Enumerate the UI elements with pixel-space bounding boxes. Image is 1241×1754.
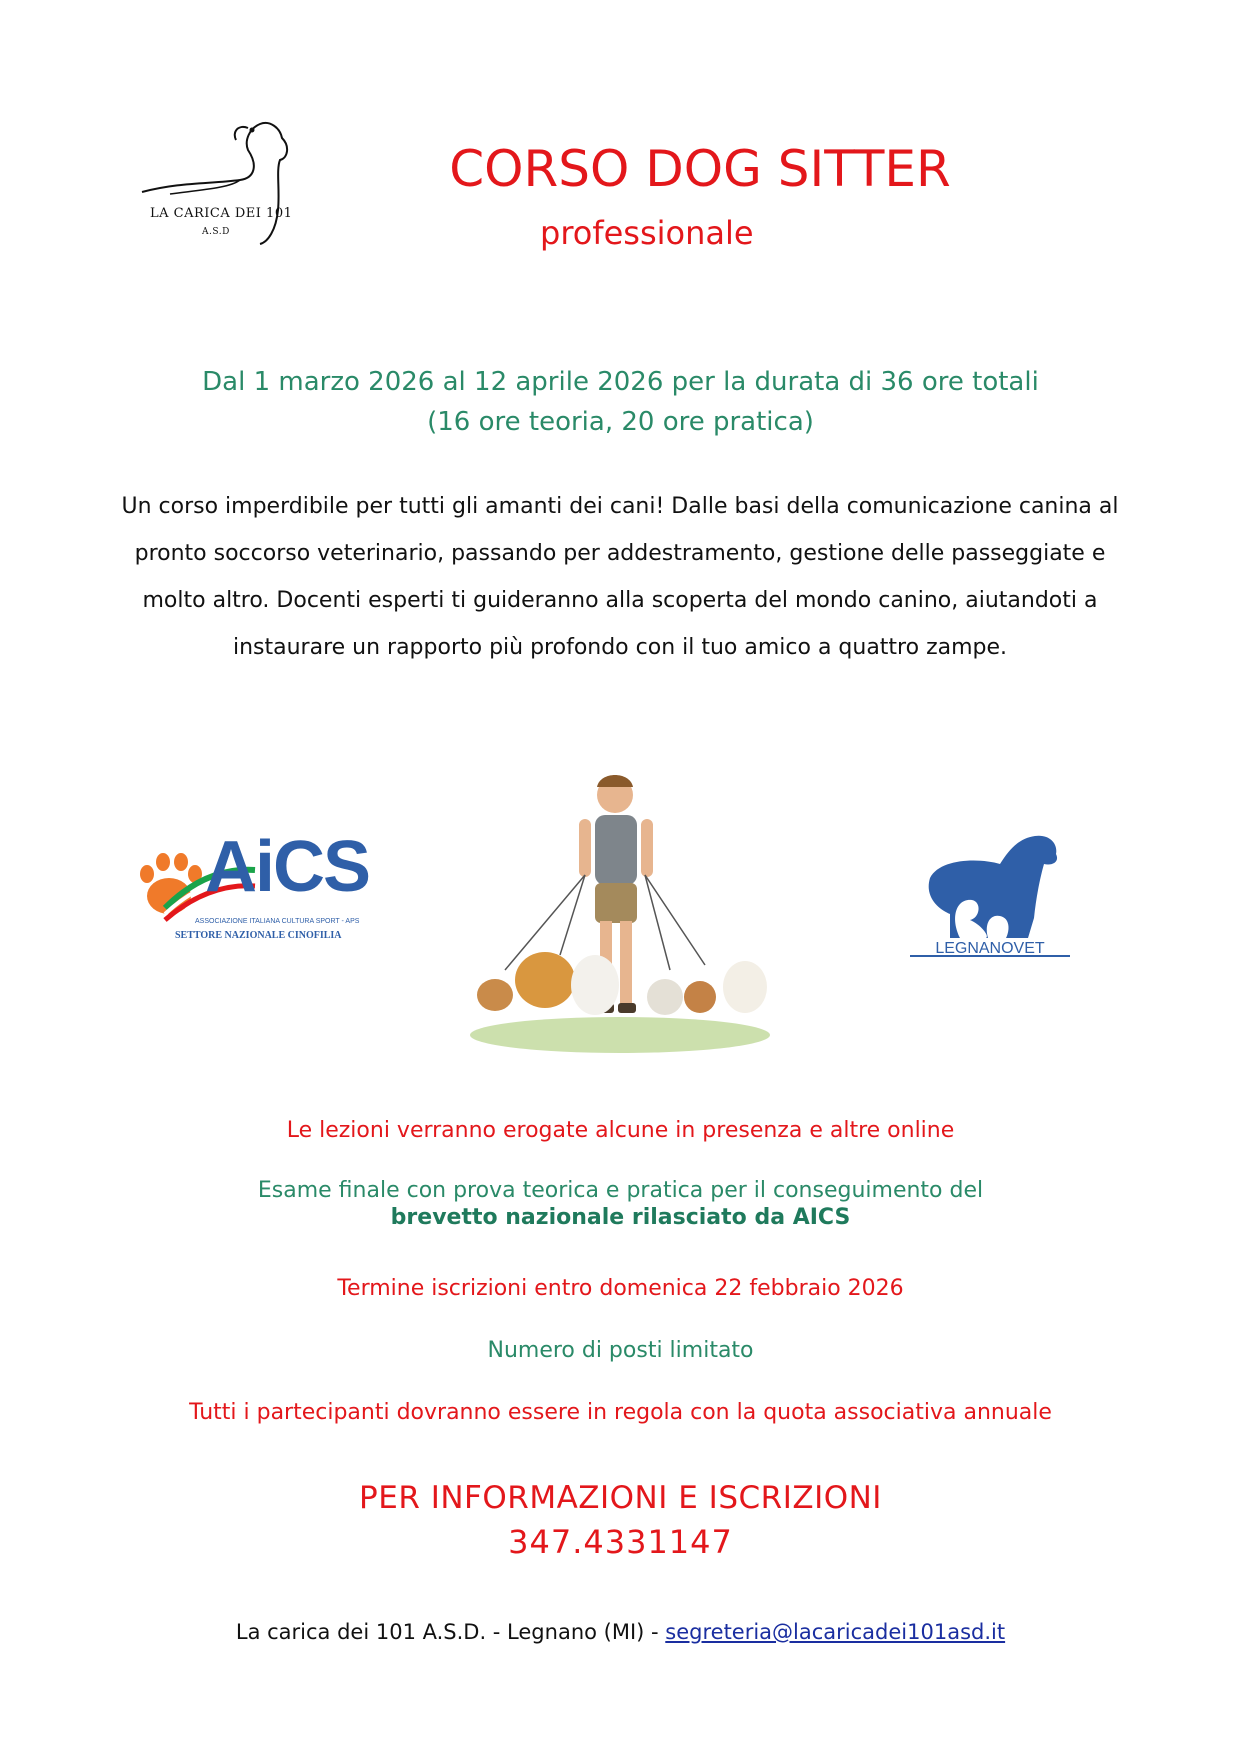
dates-line-1: Dal 1 marzo 2026 al 12 aprile 2026 per la durata di 36 ore totali — [202, 367, 1039, 397]
dog-walker-illustration — [455, 735, 785, 1060]
footer-text: La carica dei 101 A.S.D. - Legnano (MI) - — [235, 1620, 666, 1644]
aics-logo — [135, 827, 375, 958]
course-intro: Un corso imperdibile per tutti gli amanti dei cani! Dalle basi della comunicazione canina al pronto soccorso veterinario, passando per addestramento, gestione delle passeggiate e molto altro. Docenti esperti ti guideranno alla scoperta del mondo canino, aiutandoti a instaurare un rapporto più profondo con il tuo amico a quattro zampe. — [121, 494, 1119, 660]
contact-phone: 347.4331147 — [508, 1523, 733, 1561]
contact-heading: PER INFORMAZIONI E ISCRIZIONI — [359, 1480, 882, 1516]
dates-line-2: (16 ore teoria, 20 ore pratica) — [427, 407, 814, 437]
footer — [60, 1620, 1181, 1644]
dog-cat-silhouette-icon — [910, 818, 1070, 958]
logo-name: LA CARICA DEI 101 — [150, 206, 293, 221]
legnanovet-logo — [910, 818, 1070, 978]
exam-line-2: brevetto nazionale rilasciato da AICS — [390, 1205, 851, 1230]
lessons-info: Le lezioni verranno erogate alcune in presenza e altre online — [286, 1118, 955, 1143]
exam-info — [60, 1178, 1181, 1230]
exam-line-1: Esame finale con prova teorica e pratica per il conseguimento del — [257, 1178, 984, 1203]
page-subtitle: professionale — [540, 214, 754, 252]
legnanovet-name: LEGNANOVET — [935, 940, 1045, 957]
aics-line-2: SETTORE NAZIONALE CINOFILIA — [175, 930, 342, 941]
footer-email-link[interactable]: segreteria@lacaricadei101asd.it — [665, 1620, 1006, 1644]
places-info: Numero di posti limitato — [487, 1338, 754, 1363]
aics-wordmark: AiCS — [205, 827, 370, 907]
logo-sub: A.S.D — [202, 227, 230, 237]
deadline-info: Termine iscrizioni entro domenica 22 febbraio 2026 — [337, 1276, 904, 1301]
aics-line-1: ASSOCIAZIONE ITALIANA CULTURA SPORT - APS — [195, 918, 360, 925]
membership-info: Tutti i partecipanti dovranno essere in regola con la quota associativa annuale — [189, 1400, 1052, 1425]
page-title: CORSO DOG SITTER — [449, 140, 951, 198]
la-carica-logo — [140, 110, 310, 250]
course-dates — [100, 362, 1141, 442]
